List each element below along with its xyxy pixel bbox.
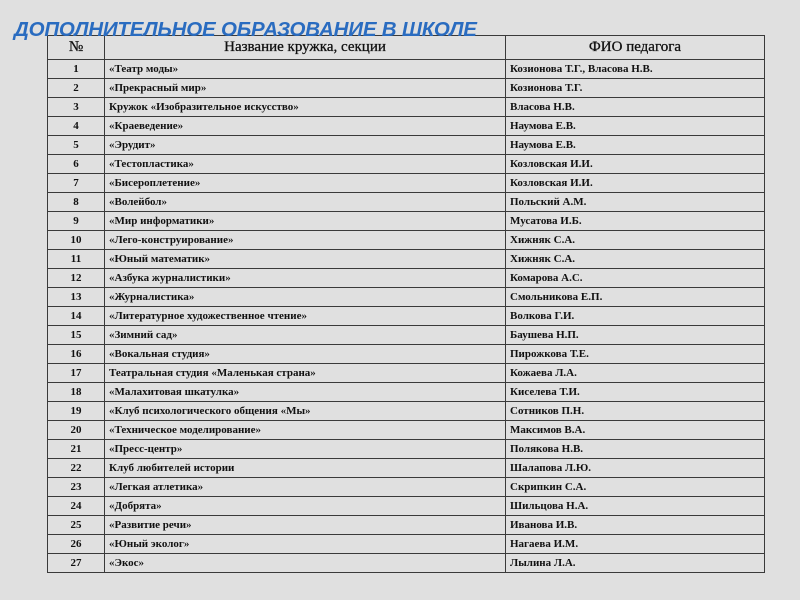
row-number: 11	[48, 250, 105, 269]
teacher-name: Кожаева Л.А.	[506, 364, 765, 383]
row-number: 9	[48, 212, 105, 231]
table-row	[48, 421, 765, 440]
row-number: 3	[48, 98, 105, 117]
teacher-name: Польский А.М.	[506, 193, 765, 212]
club-name: Клуб любителей истории	[105, 459, 506, 478]
teacher-name: Козионова Т.Г.	[506, 79, 765, 98]
teacher-name: Хижняк С.А.	[506, 231, 765, 250]
row-number: 4	[48, 117, 105, 136]
row-number: 14	[48, 307, 105, 326]
row-number: 24	[48, 497, 105, 516]
teacher-name: Сотников П.Н.	[506, 402, 765, 421]
row-number: 25	[48, 516, 105, 535]
teacher-name: Власова Н.В.	[506, 98, 765, 117]
table-row	[48, 383, 765, 402]
table-row	[48, 345, 765, 364]
table-row	[48, 459, 765, 478]
club-name: «Мир информатики»	[105, 212, 506, 231]
club-name: «Краеведение»	[105, 117, 506, 136]
club-name: Театральная студия «Маленькая страна»	[105, 364, 506, 383]
club-name: «Экос»	[105, 554, 506, 573]
teacher-name: Нагаева И.М.	[506, 535, 765, 554]
club-name: «Журналистика»	[105, 288, 506, 307]
teacher-name: Хижняк С.А.	[506, 250, 765, 269]
row-number: 20	[48, 421, 105, 440]
teacher-name: Наумова Е.В.	[506, 136, 765, 155]
table-row	[48, 478, 765, 497]
teacher-name: Козловская И.И.	[506, 155, 765, 174]
table-row	[48, 326, 765, 345]
teacher-name: Козловская И.И.	[506, 174, 765, 193]
table-row	[48, 554, 765, 573]
table-row	[48, 440, 765, 459]
row-number: 13	[48, 288, 105, 307]
page-title: ДОПОЛНИТЕЛЬНОЕ ОБРАЗОВАНИЕ В ШКОЛЕ	[14, 18, 477, 41]
club-name: «Волейбол»	[105, 193, 506, 212]
teacher-name: Комарова А.С.	[506, 269, 765, 288]
teacher-name: Киселева Т.И.	[506, 383, 765, 402]
row-number: 7	[48, 174, 105, 193]
club-name: «Юный математик»	[105, 250, 506, 269]
row-number: 22	[48, 459, 105, 478]
row-number: 6	[48, 155, 105, 174]
teacher-name: Смольникова Е.П.	[506, 288, 765, 307]
table-row	[48, 193, 765, 212]
teacher-name: Скрипкин С.А.	[506, 478, 765, 497]
club-name: «Пресс-центр»	[105, 440, 506, 459]
teacher-name: Шильцова Н.А.	[506, 497, 765, 516]
club-name: «Прекрасный мир»	[105, 79, 506, 98]
header-teacher: ФИО педагога	[506, 36, 765, 60]
table-row	[48, 231, 765, 250]
row-number: 1	[48, 60, 105, 79]
table-row	[48, 60, 765, 79]
table-row	[48, 98, 765, 117]
row-number: 15	[48, 326, 105, 345]
club-name: «Тестопластика»	[105, 155, 506, 174]
row-number: 17	[48, 364, 105, 383]
club-name: «Зимний сад»	[105, 326, 506, 345]
row-number: 26	[48, 535, 105, 554]
row-number: 5	[48, 136, 105, 155]
table-row	[48, 250, 765, 269]
row-number: 2	[48, 79, 105, 98]
club-name: «Вокальная студия»	[105, 345, 506, 364]
table-row	[48, 79, 765, 98]
teacher-name: Пирожкова Т.Е.	[506, 345, 765, 364]
teacher-name: Лылина Л.А.	[506, 554, 765, 573]
row-number: 12	[48, 269, 105, 288]
clubs-table	[47, 35, 765, 573]
club-name: «Юный эколог»	[105, 535, 506, 554]
table-row	[48, 307, 765, 326]
row-number: 16	[48, 345, 105, 364]
row-number: 27	[48, 554, 105, 573]
club-name: «Легкая атлетика»	[105, 478, 506, 497]
club-name: «Развитие речи»	[105, 516, 506, 535]
table-row	[48, 497, 765, 516]
club-name: «Малахитовая шкатулка»	[105, 383, 506, 402]
table-row	[48, 155, 765, 174]
club-name: «Бисероплетение»	[105, 174, 506, 193]
teacher-name: Наумова Е.В.	[506, 117, 765, 136]
row-number: 19	[48, 402, 105, 421]
table-row	[48, 535, 765, 554]
table-row	[48, 516, 765, 535]
teacher-name: Шалапова Л.Ю.	[506, 459, 765, 478]
table-row	[48, 269, 765, 288]
table-row	[48, 174, 765, 193]
header-club-name: Название кружка, секции	[105, 36, 506, 60]
club-name: «Азбука журналистики»	[105, 269, 506, 288]
row-number: 18	[48, 383, 105, 402]
club-name: «Литературное художественное чтение»	[105, 307, 506, 326]
table-row	[48, 364, 765, 383]
teacher-name: Максимов В.А.	[506, 421, 765, 440]
table-row	[48, 136, 765, 155]
teacher-name: Полякова Н.В.	[506, 440, 765, 459]
teacher-name: Волкова Г.И.	[506, 307, 765, 326]
row-number: 8	[48, 193, 105, 212]
table-row	[48, 117, 765, 136]
table-row	[48, 212, 765, 231]
row-number: 21	[48, 440, 105, 459]
teacher-name: Козионова Т.Г., Власова Н.В.	[506, 60, 765, 79]
table-body	[48, 60, 765, 573]
club-name: «Эрудит»	[105, 136, 506, 155]
club-name: Кружок «Изобразительное искусство»	[105, 98, 506, 117]
row-number: 23	[48, 478, 105, 497]
club-name: «Театр моды»	[105, 60, 506, 79]
teacher-name: Иванова И.В.	[506, 516, 765, 535]
club-name: «Лего-конструирование»	[105, 231, 506, 250]
club-name: «Добрята»	[105, 497, 506, 516]
teacher-name: Баушева Н.П.	[506, 326, 765, 345]
header-number: №	[48, 36, 105, 60]
row-number: 10	[48, 231, 105, 250]
table-row	[48, 402, 765, 421]
club-name: «Клуб психологического общения «Мы»	[105, 402, 506, 421]
teacher-name: Мусатова И.Б.	[506, 212, 765, 231]
club-name: «Техническое моделирование»	[105, 421, 506, 440]
table-row	[48, 288, 765, 307]
